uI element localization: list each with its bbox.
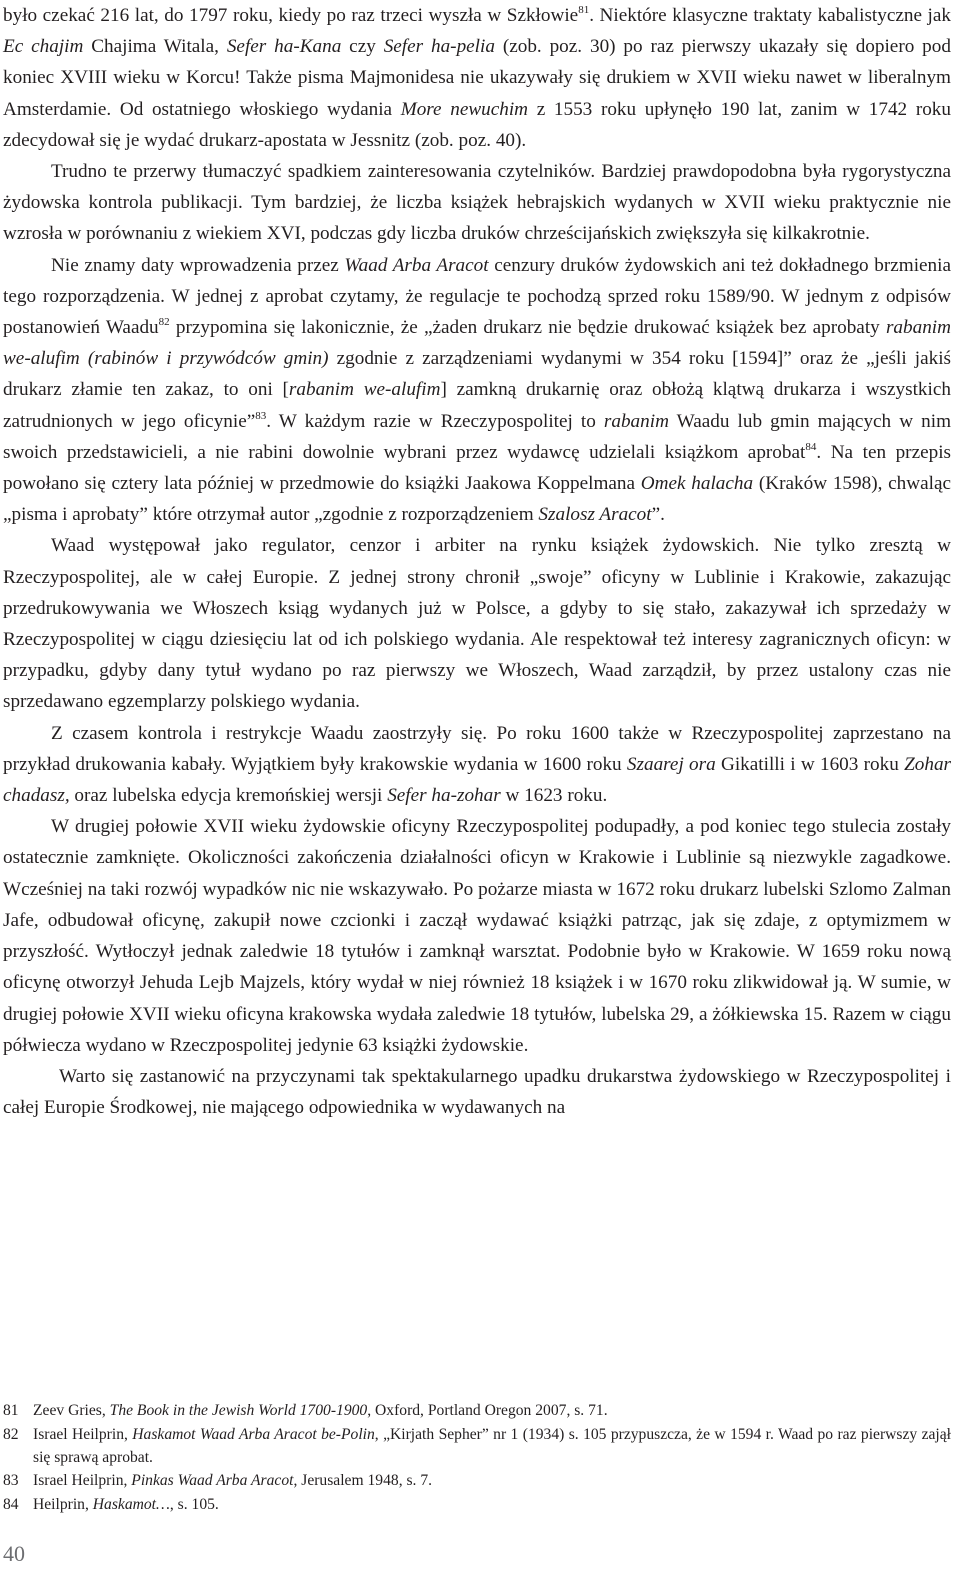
paragraph [3,156,951,250]
text-run: Z czasem kontrola i restrykcje Waadu zaostrzyły się. Po roku 1600 także w Rzeczypospolitej zaprzestano na przykład drukowania kabały. Wyjątkiem były krakowskie wydania w 1600 roku [3,722,951,775]
footnotes [3,1400,951,1518]
text-run: ] zamkną drukarnię oraz obłożą klątwą drukarza i wszystkich zatrudnionych w jego oficynie” [3,379,951,432]
text-run: Israel Heilprin, [33,1472,132,1490]
footnote-item [3,1424,951,1470]
text-run: . Na ten przepis powołano się cztery lata później w przedmowie do książki Jaakowa Koppelmana [3,441,951,495]
text-run: w 1623 roku. [500,785,608,807]
footnote-text [33,1424,951,1470]
italic-text: Szalosz Aracot [538,504,652,526]
paragraph [3,718,951,812]
text-run: Israel Heilprin, [33,1425,133,1443]
text-run: cenzury druków żydowskich ani też dokładnego brzmienia tego rozporządzenia. W jednej z aprobat czytamy, że regulacje te pochodzą sprzed roku 1589/90. W jednym z odpisów postanowień Waadu [3,254,951,339]
italic-text: Haskamot Waad Arba Aracot be-Polin [132,1425,375,1443]
italic-text: Sefer ha-pelia [383,36,495,58]
page-body [3,0,951,1123]
text-run: Chajima Witala, [83,36,227,58]
footnote-ref: 81 [578,4,590,16]
italic-text: Zohar chadasz, [3,753,952,807]
footnote-ref: 84 [805,440,817,453]
text-run: , Oxford, Portland Oregon 2007, s. 71. [367,1402,608,1419]
text-run: Warto się zastanowić na przyczynami tak spektakularnego upadku drukarstwa żydowskiego w Rzeczypospolitej i całej Europie Środkowej, nie mającego odpowiednika w wydawanych na [3,1065,951,1119]
italic-text: Waad Arba Aracot [344,254,489,276]
text-run: (Kraków 1598), chwaląc „pisma i aprobaty” które otrzymał autor „zgodnie z rozporządzeniem [3,473,951,526]
italic-text: Ec chajim [3,36,84,58]
text-run: , Jerusalem 1948, s. 7. [293,1472,433,1490]
footnote-number: 83 [3,1472,19,1490]
italic-text: rabanim we-alufim [288,379,441,401]
text-run: Waadu lub gmin mających w nim swoich przedstawicieli, a nie rabini dowolnie wybrani przez wydawcę udzielali książkom aprobat [3,410,951,463]
italic-text: Szaarej ora [626,753,716,775]
text-run: ”. [651,504,665,526]
text-run: W drugiej połowie XVII wieku żydowskie oficyny Rzeczypospolitej podupadły, a pod koniec tego stulecia zostały ostatecznie zamknięte. Okoliczności zakończenia działalności oficyn w Krakowie i Lublinie są niezwykle zagadkowe. Wcześniej na taki rozwój wypadków nic nie wskazywało. Po pożarze miasta w 1672 roku drukarz lubelski Szlomo Zalman Jafe, odbudował oficynę, zakupił nowe czcionki i zaczął wydawać książki patrząc, jak się zdaje, z optymizmem w przyszłość. Wytłoczył jednak zaledwie 18 tytułów i zamknął warsztat. Podobnie było w Krakowie. W 1659 roku nową oficynę otworzył Jehuda Lejb Majzels, który wydał w niej również 18 książek i w 1670 roku zlikwidował ją. W sumie, w drugiej połowie XVII wieku oficyna krakowska wydała zaledwie 18 tytułów, lubelska 29, a żółkiewska 15. Razem w ciągu półwiecza wydano w Rzeczpospolitej jedynie 63 książki żydowskie. [3,816,951,1056]
footnote-text [33,1470,951,1493]
paragraph [3,0,951,156]
italic-text: Pinkas Waad Arba Aracot [131,1472,294,1490]
footnote-ref: 82 [158,316,170,329]
italic-text: rabanim [603,410,669,432]
italic-text: More newuchim [400,98,529,120]
italic-text: Omek halacha [640,473,754,495]
text-run: zgodnie z zarządzeniami wydanymi w 354 roku [1594]” oraz że „jeśli jakiś drukarz złamie ten zakaz, to oni [ [3,348,951,401]
footnote-number: 82 [3,1425,19,1443]
footnote-item [3,1470,951,1493]
footnote-number: 81 [3,1402,19,1419]
footnote-text [33,1400,951,1423]
italic-text: rabanim we-alufim (rabinów i przywódców gmin) [3,317,951,370]
text-run: czy [341,36,384,58]
text-run: Heilprin, [33,1496,93,1514]
italic-text: The Book in the Jewish World 1700-1900 [109,1402,368,1419]
paragraph [3,530,951,717]
footnote-ref: 83 [255,409,267,422]
text-run: , „Kirjath Sepher” nr 1 (1934) s. 105 przypuszcza, że w 1594 r. Waad po raz pierwszy zajął się sprawą aprobat. [33,1425,952,1466]
footnote-text [33,1494,951,1517]
footnote-number: 84 [3,1496,19,1514]
italic-text: Haskamot… [92,1496,170,1514]
footnote-item [3,1400,951,1423]
text-run: przypomina się lakonicznie, że „żaden drukarz nie będzie drukować książek bez aprobaty [169,317,886,339]
text-run: było czekać 216 lat, do 1797 roku, kiedy po raz trzeci wyszła w Szkłowie [3,5,579,26]
text-run: Waad występował jako regulator, cenzor i arbiter na rynku książek żydowskich. Nie tylko zresztą w Rzeczypospolitej, ale w całej Europie. Z jednej strony chronił „swoje” oficyny w Lublinie i Krakowie, zakazując przedrukowywania we Włoszech ksiąg wydanych już w Polsce, a gdyby to się stało, zakazywał ich sprzedaży w Rzeczypospolitej w ciągu dziesięciu lat od ich polskiego wydania. Ale respektował też interesy zagranicznych oficyn: w przypadku, gdyby dany tytuł wydano po raz pierwszy we Włoszech, Waad zarządził, by przez ustalony czas nie sprzedawano egzemplarzy polskiego wydania. [3,535,951,713]
paragraph [3,811,951,1061]
text-run: . W każdym razie w Rzeczypospolitej to [266,410,604,432]
text-run: , s. 105. [169,1496,219,1514]
text-run: . Niektóre klasyczne traktaty kabalistyczne jak [589,5,951,26]
text-run: oraz lubelska edycja kremońskiej wersji [69,785,388,807]
italic-text: Sefer ha-Kana [226,36,342,58]
italic-text: Sefer ha-zohar [387,785,501,807]
main-text [3,0,951,1123]
text-run: Nie znamy daty wprowadzenia przez [51,254,345,276]
footnote-item [3,1494,951,1517]
paragraph [3,1061,951,1123]
paragraph [3,250,951,531]
text-run: (zob. poz. 30) po raz pierwszy ukazały się dopiero pod koniec XVIII wieku w Korcu! Także pisma Majmonidesa nie ukazywały się drukiem w XVII wieku nawet w liberalnym Amsterdamie. Od ostatniego włoskiego wydania [3,36,951,120]
text-run: Gikatilli i w 1603 roku [715,753,905,775]
text-run: z 1553 roku upłynęło 190 lat, zanim w 1742 roku zdecydował się je wydać drukarz-apostata w Jessnitz (zob. poz. 40). [3,98,951,151]
text-run: Zeev Gries, [33,1402,110,1419]
page-number: 40 [3,1541,25,1566]
text-run: Trudno te przerwy tłumaczyć spadkiem zainteresowania czytelników. Bardziej prawdopodobna była rygorystyczna żydowska kontrola publikacji. Tym bardziej, że liczba książek hebrajskich wydanych w XVII wieku praktycznie nie wzrosła w porównaniu z wiekiem XVI, podczas gdy liczba druków chrześcijańskich zwiększyła się kilkakrotnie. [3,161,951,245]
